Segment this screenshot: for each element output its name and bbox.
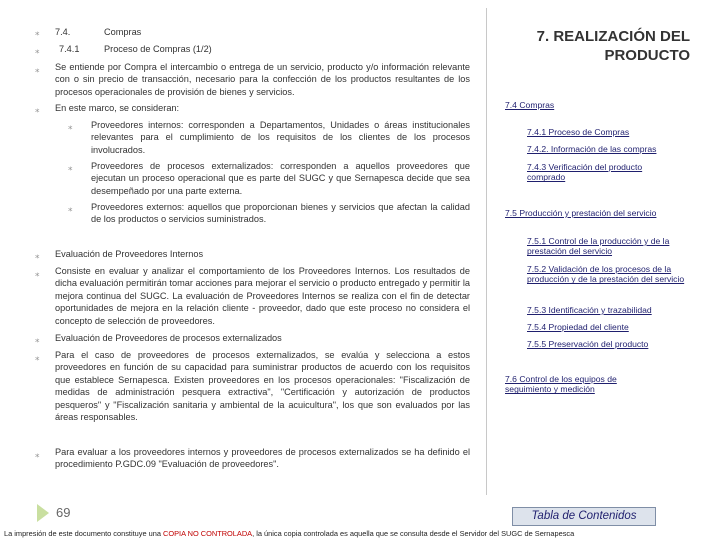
bullet-icon: ⁎ xyxy=(35,250,40,260)
column-divider xyxy=(486,8,487,495)
heading-outsourced-evaluation: Evaluación de Proveedores de procesos externalizados xyxy=(55,333,282,343)
bullet-icon: ⁎ xyxy=(35,27,40,37)
table-of-contents-button[interactable]: Tabla de Contenidos xyxy=(512,507,656,526)
nav-link-7-4[interactable]: 7.4 Compras xyxy=(505,100,555,110)
paragraph-outsourced-evaluation: Para el caso de proveedores de procesos externalizados, se evalúa y selecciona a estos proveedores en función de su capacidad para suministrar productos de acuerdo con los requisitos que establece Sernapesca. Existen proveedores en los procesos operacionales: "Fiscalización de medidas de administración pesquera extractiva", "Certificación y autorización de productos pesqueros" y "Fiscalización sanitaria y ambiental de la acuicultura", los que son evaluados por las áreas responsables. xyxy=(55,350,470,423)
nav-link-7-5-3[interactable]: 7.5.3 Identificación y trazabilidad xyxy=(527,305,652,315)
sub-bullet-icon: ⁎ xyxy=(68,162,73,172)
paragraph-procedure: Para evaluar a los proveedores internos y proveedores de procesos externalizados se ha definido el procedimiento P.GDC.09 "Evaluación de proveedores". xyxy=(55,447,470,470)
footer-text-start: La impresión de este documento constituye una xyxy=(4,529,163,538)
paragraph-framework: En este marco, se consideran: xyxy=(55,103,180,113)
item-outsourced-suppliers: Proveedores de procesos externalizados: corresponden a aquellos proveedores que ejecutan un proceso operacional que es parte del SUGC y que Sernapesca decide que sea desempeñado por una parte externa. xyxy=(91,161,470,196)
nav-link-7-5-4[interactable]: 7.5.4 Propiedad del cliente xyxy=(527,322,629,332)
sub-bullet-icon: ⁎ xyxy=(68,203,73,213)
sub-bullet-icon: ⁎ xyxy=(68,121,73,131)
bullet-icon: ⁎ xyxy=(35,104,40,114)
bullet-icon: ⁎ xyxy=(35,334,40,344)
paragraph-internal-evaluation: Consiste en evaluar y analizar el comportamiento de los Proveedores Internos. Los resultados de dicha evaluación permitirán tomar acciones para mejorar el servicio o producto entregado y permitir la mejora continua del SUGC. La evaluación de Proveedores Internos se realiza con el fin de detectar oportunidades de mejora en la relación cliente - proveedor, dado que este proceso no considera el concepto de selección de proveedores. xyxy=(55,266,470,326)
heading-internal-evaluation: Evaluación de Proveedores Internos xyxy=(55,249,204,259)
nav-link-7-5[interactable]: 7.5 Producción y prestación del servicio xyxy=(505,208,657,218)
bullet-icon: ⁎ xyxy=(35,449,40,459)
bullet-icon: ⁎ xyxy=(35,45,40,55)
section-number: 7.4. xyxy=(55,27,71,37)
subsection-heading: Proceso de Compras (1/2) xyxy=(104,44,212,54)
section-heading: Compras xyxy=(104,27,142,37)
nav-link-7-4-2[interactable]: 7.4.2. Información de las compras xyxy=(527,144,657,154)
paragraph-definition: Se entiende por Compra el intercambio o entrega de un servicio, producto y/o información relevante con o sin precio de transacción, necesario para la confección de los productos resultantes de los procesos operacionales de provisión de bienes y servicios. xyxy=(55,62,470,97)
nav-link-7-4-1[interactable]: 7.4.1 Proceso de Compras xyxy=(527,127,630,137)
nav-link-7-5-2[interactable]: 7.5.2 Validación de los procesos de la producción y de la prestación del servicio xyxy=(527,264,685,285)
item-external-suppliers: Proveedores externos: aquellos que proporcionan bienes y servicios que afectan la calidad de los productos o servicios suministrados. xyxy=(91,202,470,225)
page-number: 69 xyxy=(56,505,71,520)
bullet-icon: ⁎ xyxy=(35,64,40,74)
nav-link-7-6[interactable]: 7.6 Control de los equipos de seguimiento y medición xyxy=(505,374,617,395)
nav-link-7-5-1[interactable]: 7.5.1 Control de la producción y de la prestación del servicio xyxy=(527,236,670,257)
bullet-icon: ⁎ xyxy=(35,268,40,278)
item-internal-suppliers: Proveedores internos: corresponden a Departamentos, Unidades o áreas institucionales relevantes para el cumplimiento de los requisitos de los clientes de los procesos involucrados. xyxy=(91,120,470,155)
page-arrow-icon xyxy=(37,504,49,522)
section-title: 7. REALIZACIÓN DEL PRODUCTO xyxy=(536,28,690,64)
footer-uncontrolled-copy: COPIA NO CONTROLADA xyxy=(163,529,253,538)
nav-link-7-5-5[interactable]: 7.5.5 Preservación del producto xyxy=(527,339,649,349)
footer-text-end: , la única copia controlada es aquella que se consulta desde el Servidor del SUGC de Sernapesca xyxy=(252,529,575,538)
nav-link-7-4-3[interactable]: 7.4.3 Verificación del producto comprado xyxy=(527,162,643,183)
footer-disclaimer xyxy=(4,529,720,538)
subsection-number: 7.4.1 xyxy=(59,44,80,54)
bullet-icon: ⁎ xyxy=(35,352,40,362)
